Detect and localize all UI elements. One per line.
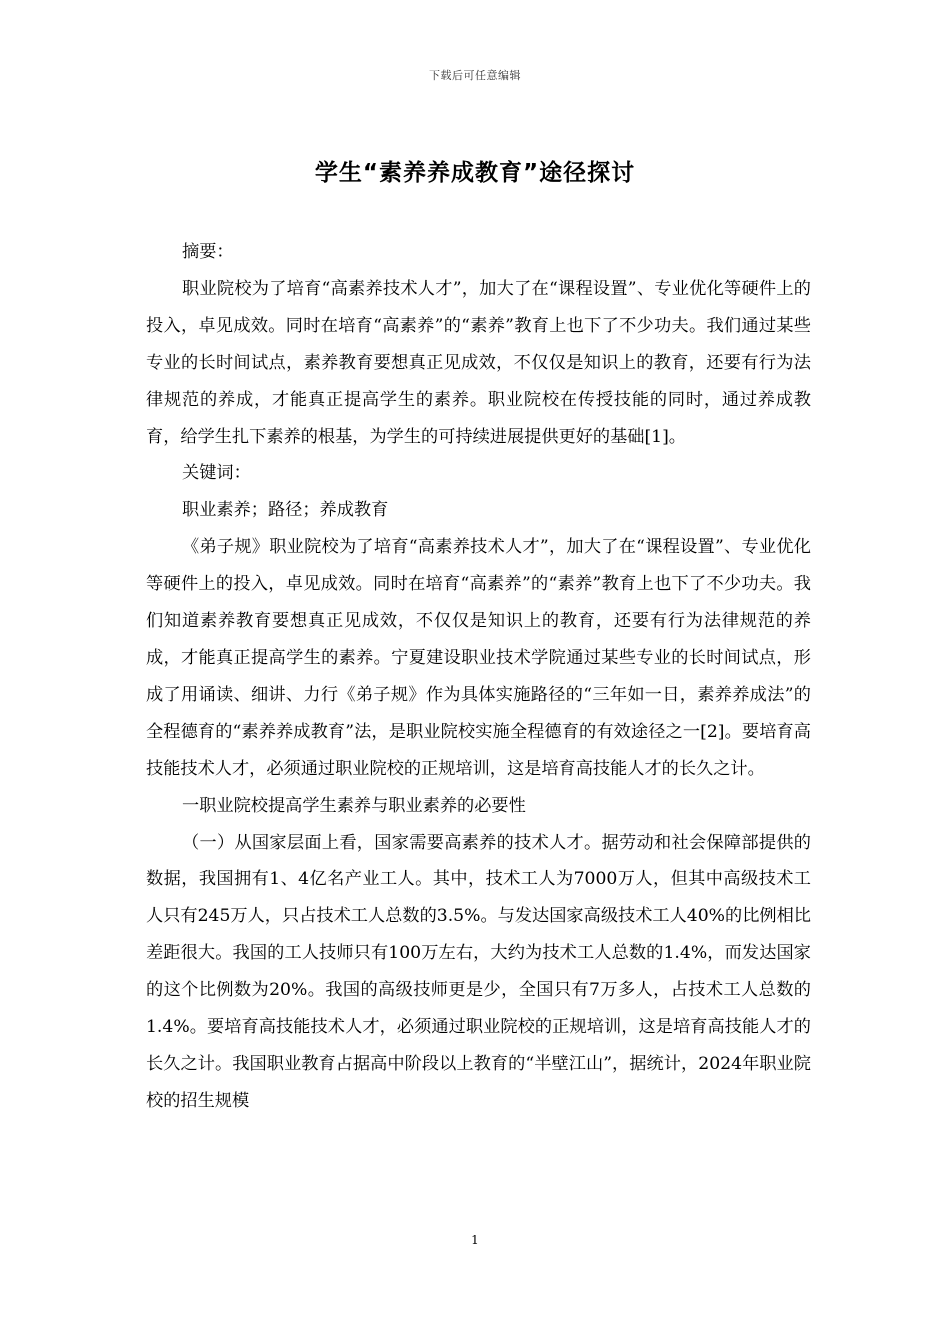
keywords-text: 职业素养；路径；养成教育 (182, 500, 389, 521)
abstract-paragraph: 职业院校为了培育“高素养技术人才”，加大了在“课程设置”、专业优化等硬件上的投入，卓见成效。同时在培育“高素养”的“素养”教育上也下了不少功夫。我们通过某些专业的长时间试点，素养教育要想真正见成效，不仅仅是知识上的教育，还要有行为法律规范的养成，才能真正提高学生的素养。职业院校在传授技能的同时，通过养成教育，给学生扎下素养的根基，为学生的可持续进展提供更好的基础[1]。 (146, 278, 811, 447)
header-note: 下载后可任意编辑 (429, 69, 521, 82)
intro-paragraph: 《弟子规》职业院校为了培育“高素养技术人才”，加大了在“课程设置”、专业优化等硬件上的投入，卓见成效。同时在培育“高素养”的“素养”教育上也下了不少功夫。我们知道素养教育要想真正见成效，不仅仅是知识上的教育，还要有行为法律规范的养成，才能真正提高学生的素养。宁夏建设职业技术学院通过某些专业的长时间试点，形成了用诵读、细讲、力行《弟子规》作为具体实施路径的“三年如一日，素养养成法”的全程德育的“素养养成教育”法，是职业院校实施全程德育的有效途径之一[2]。要培育高技能技术人才，必须通过职业院校的正规培训，这是培育高技能人才的长久之计。 (146, 537, 811, 779)
section-paragraph: （一）从国家层面上看，国家需要高素养的技术人才。据劳动和社会保障部提供的数据，我国拥有1、4亿名产业工人。其中，技术工人为7000万人，但其中高级技术工人只有245万人，只占技术工人总数的3.5%。与发达国家高级技术工人40%的比例相比差距很大。我国的工人技师只有100万左右，大约为技术工人总数的1.4%，而发达国家的这个比例数为20%。我国的高级技师更是少，全国只有7万多人，占技术工人总数的1.4%。要培育高技能技术人才，必须通过职业院校的正规培训，这是培育高技能人才的长久之计。我国职业教育占据高中阶段以上教育的“半壁江山”，据统计，2024年职业院校的招生规模 (146, 832, 811, 1111)
keywords-label: 关键词： (182, 463, 251, 484)
section-heading: 一职业院校提高学生素养与职业素养的必要性 (182, 795, 526, 816)
document-title: 学生“素养养成教育”途径探讨 (314, 160, 636, 186)
page-number: 1 (471, 1233, 479, 1247)
document-body (146, 234, 811, 1120)
abstract-label: 摘要： (182, 242, 234, 262)
